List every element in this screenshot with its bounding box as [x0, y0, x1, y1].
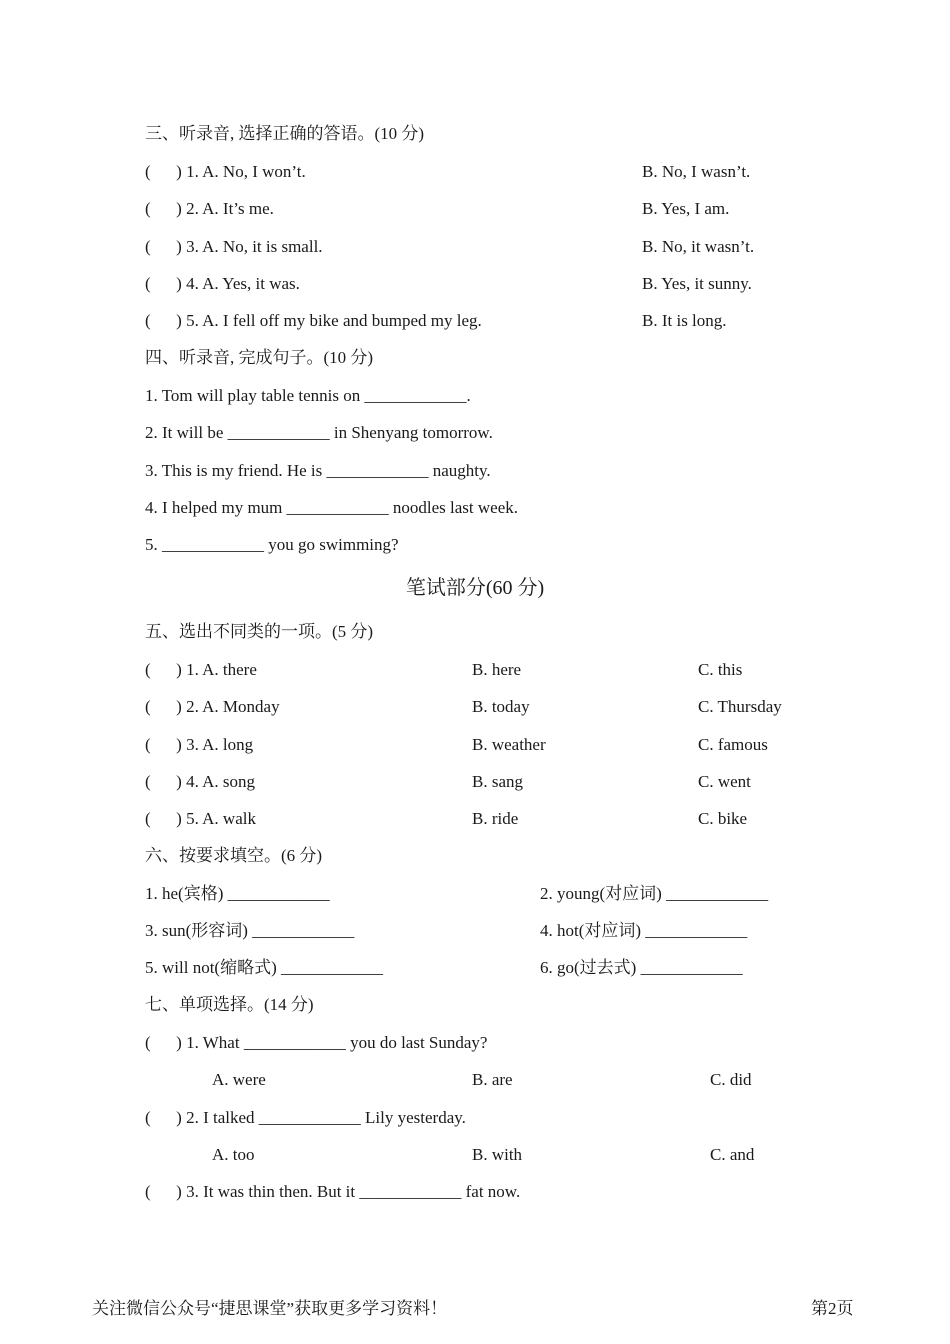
sec4-item-3: 3. This is my friend. He is ____________ naughty. — [145, 461, 491, 480]
sec7-q2-option-a: A. too — [212, 1145, 255, 1164]
sec4-item-4: 4. I helped my mum ____________ noodles last week. — [145, 498, 519, 517]
sec7-q1-option-a: A. were — [212, 1070, 266, 1089]
sec6-item-5: 5. will not(缩略式) ____________ — [145, 958, 383, 977]
sec5-q5-option-c: C. bike — [698, 809, 748, 828]
sec5-q2-option-b: B. today — [472, 697, 530, 716]
sec7-q2: ( ) 2. I talked ____________ Lily yesterday. — [145, 1108, 466, 1127]
sec7-q1: ( ) 1. What ____________ you do last Sunday? — [145, 1033, 488, 1052]
sec6-item-2: 2. young(对应词) ____________ — [540, 884, 769, 903]
sec6-item-4: 4. hot(对应词) ____________ — [540, 921, 748, 940]
sec6-item-3: 3. sun(形容词) ____________ — [145, 921, 355, 940]
sec5-q5: ( ) 5. A. walk — [145, 809, 256, 828]
section-5-heading: 五、选出不同类的一项。(5 分) — [145, 622, 374, 641]
footer-promo-text: 关注微信公众号“捷思课堂”获取更多学习资料！ — [92, 1299, 448, 1318]
sec3-q1-option-b: B. No, I wasn’t. — [642, 162, 751, 181]
sec5-q4: ( ) 4. A. song — [145, 772, 256, 791]
sec7-q3: ( ) 3. It was thin then. But it ____________ fat now. — [145, 1182, 521, 1201]
sec4-item-5: 5. ____________ you go swimming? — [145, 535, 399, 554]
sec7-q2-option-b: B. with — [472, 1145, 523, 1164]
sec3-q3: ( ) 3. A. No, it is small. — [145, 237, 323, 256]
sec3-q3-option-b: B. No, it wasn’t. — [642, 237, 755, 256]
sec7-q1-option-c: C. did — [710, 1070, 752, 1089]
section-6-heading: 六、按要求填空。(6 分) — [145, 846, 323, 865]
section-3-heading: 三、听录音, 选择正确的答语。(10 分) — [145, 124, 425, 143]
sec5-q1-option-c: C. this — [698, 660, 743, 679]
sec3-q4-option-b: B. Yes, it sunny. — [642, 274, 752, 293]
written-part-title: 笔试部分(60 分) — [405, 577, 545, 599]
sec4-item-2: 2. It will be ____________ in Shenyang tomorrow. — [145, 423, 493, 442]
sec3-q1: ( ) 1. A. No, I won’t. — [145, 162, 306, 181]
sec5-q1: ( ) 1. A. there — [145, 660, 257, 679]
sec5-q3-option-b: B. weather — [472, 735, 546, 754]
sec3-q4: ( ) 4. A. Yes, it was. — [145, 274, 300, 293]
page-number: 第2页 — [811, 1299, 854, 1318]
section-7-heading: 七、单项选择。(14 分) — [145, 995, 314, 1014]
sec5-q4-option-b: B. sang — [472, 772, 523, 791]
section-4-heading: 四、听录音, 完成句子。(10 分) — [145, 348, 374, 367]
sec3-q2: ( ) 2. A. It’s me. — [145, 199, 274, 218]
sec5-q3: ( ) 3. A. long — [145, 735, 254, 754]
sec6-item-6: 6. go(过去式) ____________ — [540, 958, 743, 977]
sec5-q2: ( ) 2. A. Monday — [145, 697, 280, 716]
sec7-q2-option-c: C. and — [710, 1145, 755, 1164]
sec5-q2-option-c: C. Thursday — [698, 697, 782, 716]
sec3-q5: ( ) 5. A. I fell off my bike and bumped my leg. — [145, 311, 482, 330]
sec5-q1-option-b: B. here — [472, 660, 522, 679]
sec5-q5-option-b: B. ride — [472, 809, 519, 828]
sec5-q4-option-c: C. went — [698, 772, 751, 791]
sec6-item-1: 1. he(宾格) ____________ — [145, 884, 330, 903]
sec5-q3-option-c: C. famous — [698, 735, 768, 754]
sec7-q1-option-b: B. are — [472, 1070, 513, 1089]
sec3-q2-option-b: B. Yes, I am. — [642, 199, 730, 218]
sec4-item-1: 1. Tom will play table tennis on ____________. — [145, 386, 471, 405]
sec3-q5-option-b: B. It is long. — [642, 311, 727, 330]
